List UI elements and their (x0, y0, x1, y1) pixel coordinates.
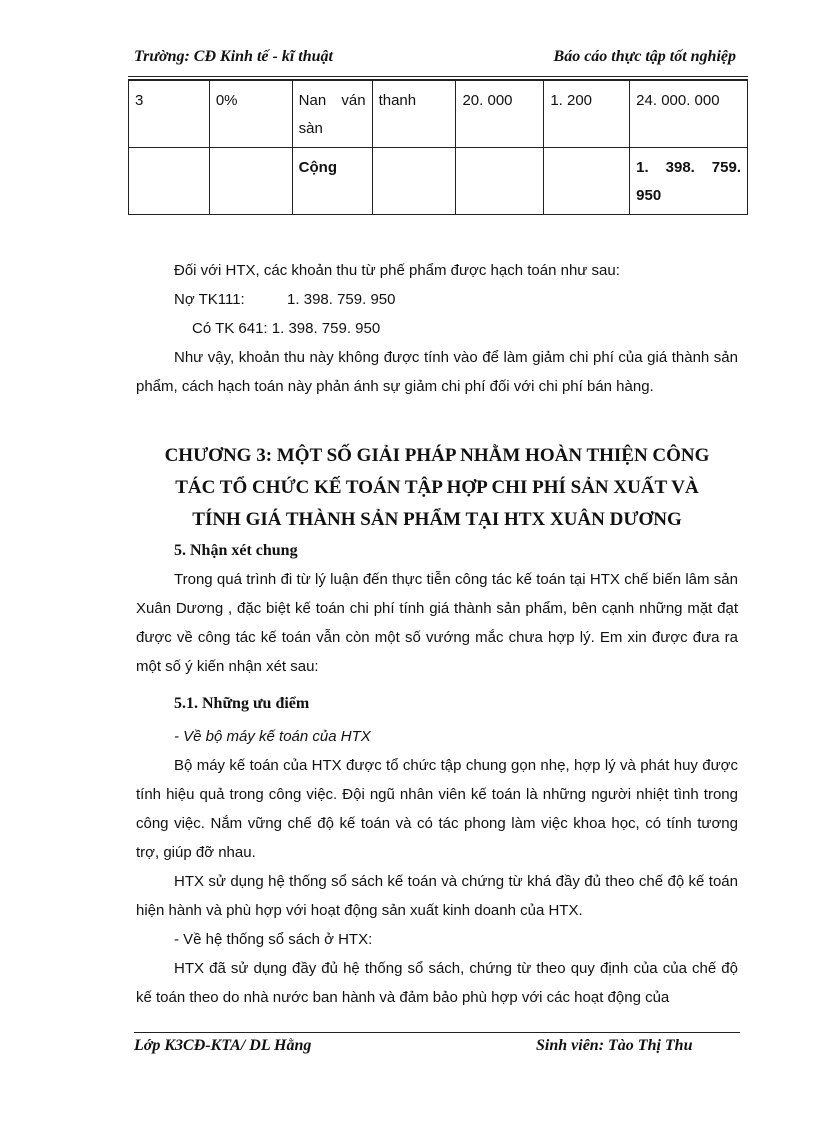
table-row (129, 81, 748, 148)
chapter-heading-line: CHƯƠNG 3: MỘT SỐ GIẢI PHÁP NHẰM HOÀN THIỆN CÔNG (164, 445, 710, 466)
section-heading: 5. Nhận xét chung (174, 542, 298, 559)
paragraph: Như vậy, khoản thu này không được tính vào để làm giảm chi phí của giá thành sản phẩm, cách hạch toán này phản ánh sự giảm chi phí đối với chi phí bán hàng. (136, 349, 738, 395)
topic-label: - Về hệ thống sổ sách ở HTX: (174, 931, 373, 948)
paragraph: HTX đã sử dụng đầy đủ hệ thống sổ sách, chứng từ theo quy định của của chế độ kế toán theo do nhà nước ban hành và đảm bảo phù hợp với các hoạt động của (136, 960, 738, 1006)
chapter-heading-line: TÁC TỔ CHỨC KẾ TOÁN TẬP HỢP CHI PHÍ SẢN XUẤT VÀ (175, 477, 699, 498)
table-total-value: 1. 398. 759. 950 (630, 148, 748, 215)
table-cell (372, 148, 456, 215)
table-cell: 3 (129, 81, 210, 148)
paragraph: Bộ máy kế toán của HTX được tổ chức tập chung gọn nhẹ, hợp lý và phát huy được tính hiệu quả trong công việc. Đội ngũ nhân viên kế toán là những người nhiệt tình trong công việc. Nắm vững chế độ kế toán và có tác phong làm việc khoa học, có tính tương trợ, giúp đỡ nhau. (136, 757, 738, 861)
chapter-heading (136, 440, 738, 536)
paragraph: Trong quá trình đi từ lý luận đến thực tiễn công tác kế toán tại HTX chế biến lâm sản Xuân Dương , đặc biệt kế toán chi phí tính giá thành sản phẩm, bên cạnh những mặt đạt được về công tác kế toán vẫn còn một số vướng mắc chưa hợp lý. Em xin được đưa ra một số ý kiến nhận xét sau: (136, 571, 738, 675)
table-cell: 1. 200 (544, 81, 630, 148)
debit-value: 1. 398. 759. 950 (287, 291, 396, 308)
table-row (129, 148, 748, 215)
topic-label: - Về bộ máy kế toán của HTX (174, 728, 371, 745)
page-header (134, 48, 736, 74)
footer-class: Lớp K3CĐ-KTA/ DL Hằng (134, 1037, 312, 1054)
paragraph: HTX sử dụng hệ thống sổ sách kế toán và chứng từ khá đầy đủ theo chế độ kế toán hiện hành và phù hợp với hoạt động sản xuất kinh doanh của HTX. (136, 873, 738, 919)
table-cell (209, 148, 292, 215)
debit-line (136, 285, 738, 314)
footer-divider (134, 1032, 740, 1033)
cost-table (128, 80, 748, 215)
table-cell (129, 148, 210, 215)
table-total-label: Cộng (292, 148, 372, 215)
header-school: Trường: CĐ Kinh tế - kĩ thuật (134, 48, 333, 65)
chapter-heading-line: TÍNH GIÁ THÀNH SẢN PHẨM TẠI HTX XUÂN DƯƠNG (192, 509, 682, 530)
table-cell: Nan ván sàn (292, 81, 372, 148)
paragraph: Đối với HTX, các khoản thu từ phế phẩm được hạch toán như sau: (174, 262, 620, 279)
table-cell (544, 148, 630, 215)
footer-student: Sinh viên: Tào Thị Thu (536, 1037, 693, 1054)
header-report-title: Báo cáo thực tập tốt nghiệp (553, 48, 736, 65)
table-cell: 20. 000 (456, 81, 544, 148)
table-cell (456, 148, 544, 215)
credit-line: Có TK 641: 1. 398. 759. 950 (192, 320, 381, 337)
section-general-remarks (136, 536, 738, 1012)
debit-label: Nợ TK111: (174, 291, 245, 308)
table-cell: thanh (372, 81, 456, 148)
section-accounting-entry (136, 256, 738, 401)
table-cell: 24. 000. 000 (630, 81, 748, 148)
table-cell: 0% (209, 81, 292, 148)
subsection-heading: 5.1. Những ưu điểm (174, 695, 310, 712)
